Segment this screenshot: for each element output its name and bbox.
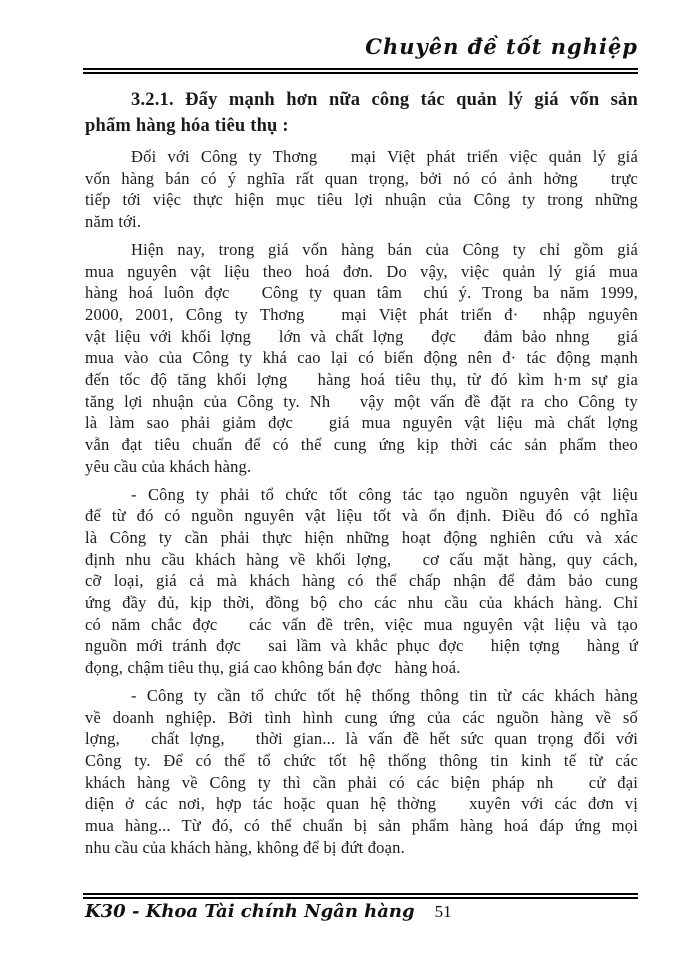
text-line: Hiện nay, trong giá vốn hàng bán của Công ty chỉ gồm giá: [131, 239, 638, 259]
section-heading: [85, 87, 638, 139]
text-line: nguồn mới tránh đợc sai lầm và khắc phục đợc hiện tợng hàng ứ: [85, 636, 638, 656]
text-line: - Công ty cần tổ chức tốt hệ thống thông tin từ các khách hàng: [131, 685, 638, 705]
text-line: mua vào của Công ty khá cao lại có biến động nên đ· tác động mạnh: [85, 348, 638, 368]
text-line: có năm chắc đợc các vấn đề trên, việc mua nguyên vật liệu và tạo: [85, 614, 638, 634]
text-line: cỡ loại, giá cả mà khách hàng có thể chấp nhận để đảm bảo cung: [85, 571, 638, 591]
text-line: vốn hàng bán có ý nghĩa rất quan trọng, bởi nó có ảnh hởng trực: [85, 168, 638, 188]
footer-rule: [83, 893, 638, 899]
text-line: vật liệu với khối lợng lớn và chất lợng đợc đảm bảo nhng giá: [85, 326, 638, 346]
text-line: là Công ty cần phải thực hiện những hoạt động nghiên cứu và xác: [85, 527, 638, 547]
text-line: yêu cầu của khách hàng.: [85, 456, 252, 476]
text-line: diện ở các nơi, hợp tác hoặc quan hệ thờng xuyên với các đơn vị: [85, 794, 638, 814]
text-line: 2000, 2001, Công ty Thơng mại Việt phát triển đ· nhập nguyên: [85, 304, 638, 324]
text-line: lợng, chất lợng, thời gian... là vấn đề hết sức quan trọng đối với: [85, 729, 638, 749]
text-line: vẫn đạt tiêu chuẩn để có thể cung ứng kịp thời các sản phẩm theo: [85, 435, 638, 455]
text-line: tăng lợi nhuận của Công ty. Nh vậy một vấn đề đặt ra cho Công ty: [85, 391, 638, 411]
text-line: năm tới.: [85, 212, 142, 232]
text-line: về doanh nghiệp. Bởi tình hình cung ứng của các nguồn hàng về số: [85, 707, 638, 727]
header-title: Chuyên đề tốt nghiệp: [365, 34, 638, 59]
text-line: Đối với Công ty Thơng mại Việt phát triển việc quản lý giá: [131, 147, 638, 166]
text-line: đến tốc độ tăng khối lợng hàng hoá tiêu thụ, từ đó kìm h·m sự gia: [85, 370, 638, 390]
text-line: định nhu cầu khách hàng về khối lợng, cơ cấu mặt hàng, quy cách,: [85, 549, 638, 569]
document-body: [85, 87, 638, 859]
text-line: là làm sao phải giảm đợc giá mua nguyên vật liệu mà chất lợng: [85, 413, 638, 433]
text-line: hàng hoá luôn đợc Công ty quan tâm chú ý. Trong ba năm 1999,: [85, 283, 638, 303]
text-line: để từ đó có nguồn nguyên vật liệu tốt và ổn định. Điều đó có nghĩa: [85, 506, 638, 526]
text-line: phẩm hàng hóa tiêu thụ :: [85, 116, 289, 136]
text-line: mua nguyên vật liệu theo hoá đơn. Do vậy, việc quản lý giá mua: [85, 261, 638, 281]
paragraphs-container: [85, 146, 638, 859]
page-number: 51: [434, 902, 452, 921]
page-footer: [85, 901, 452, 922]
paragraph: [85, 146, 638, 233]
header-rule: [83, 68, 638, 74]
text-line: - Công ty phải tổ chức tốt công tác tạo nguồn nguyên vật liệu: [131, 484, 638, 504]
text-line: 3.2.1. Đẩy mạnh hơn nữa công tác quản lý giá vốn sản: [131, 90, 638, 110]
text-line: Công ty. Để có thể tổ chức tốt hệ thống thông tin kinh tế từ các: [85, 750, 638, 770]
text-line: đọng, chậm tiêu thụ, giá cao không bán đợc hàng hoá.: [85, 658, 461, 678]
text-line: mua hàng... Từ đó, có thể chuẩn bị sản phẩm hàng hoá đáp ứng mọi: [85, 816, 638, 836]
paragraph: [85, 685, 638, 859]
text-line: ứng đầy đủ, kịp thời, đồng bộ cho các nhu cầu của khách hàng. Chỉ: [85, 593, 638, 613]
text-line: khách hàng về Công ty thì cần phải có các biện pháp nh cử đại: [85, 772, 638, 792]
text-line: tiếp tới việc thực hiện mục tiêu lợi nhuận của Công ty trong những: [85, 190, 638, 210]
paragraph: [85, 239, 638, 478]
paragraph: [85, 484, 638, 679]
text-line: nhu cầu của khách hàng, không để bị đứt đoạn.: [85, 837, 405, 857]
footer-label: K30 - Khoa Tài chính Ngân hàng: [85, 901, 415, 922]
